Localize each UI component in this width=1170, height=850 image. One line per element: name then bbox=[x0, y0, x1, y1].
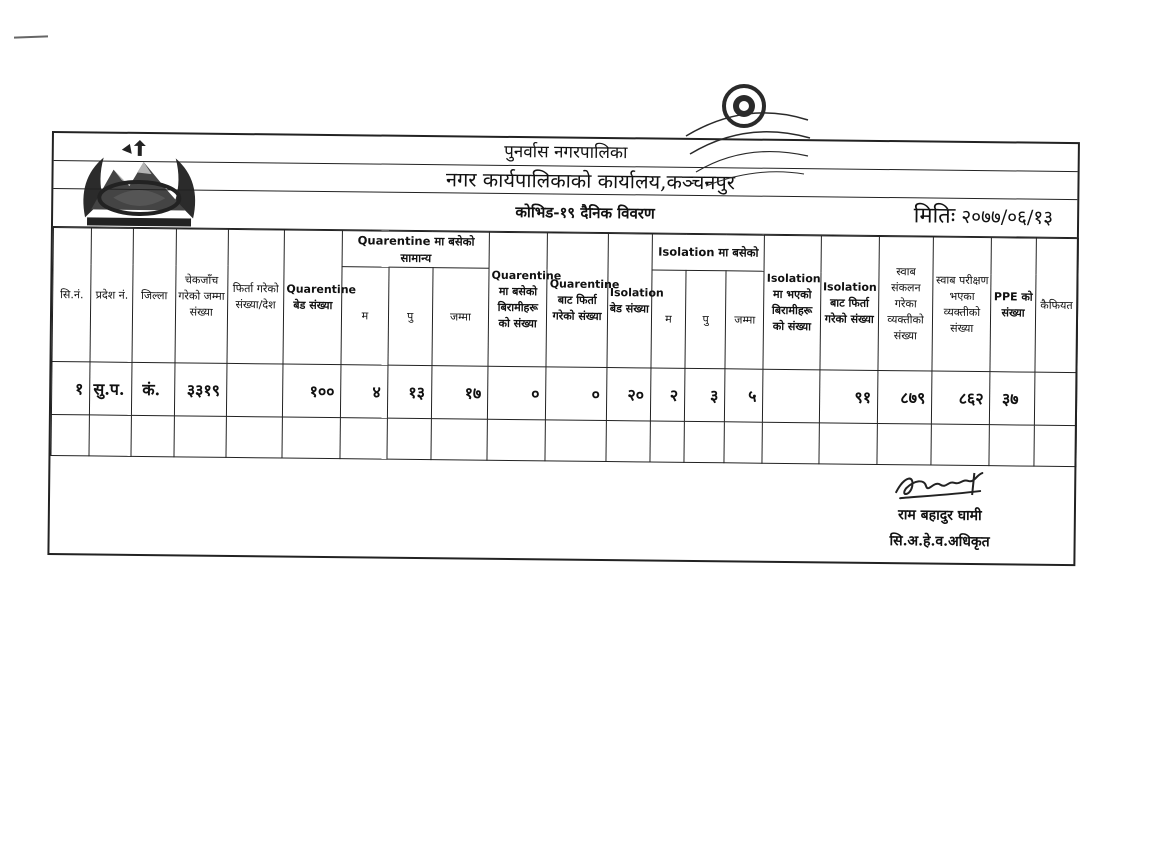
col-isolation-returned: Isolation बाट फिर्ता गरेको संख्या bbox=[820, 236, 880, 371]
col-district: जिल्ला bbox=[132, 228, 176, 363]
col-ppe: PPE को संख्या bbox=[990, 238, 1036, 373]
cell-remarks bbox=[1034, 372, 1077, 425]
cell-swab-collected: ८७९ bbox=[877, 371, 932, 425]
cell-isolation-female: २ bbox=[650, 368, 685, 421]
col-quarantine-male: पु bbox=[388, 267, 433, 365]
cell-sn: १ bbox=[51, 362, 90, 415]
cell-province: सु.प. bbox=[90, 362, 133, 415]
col-province: प्रदेश नं. bbox=[90, 228, 134, 363]
col-swab-tested: स्वाब परीक्षण भएका व्यक्तीको संख्या bbox=[932, 237, 992, 372]
report-title: कोभिड-१९ दैनिक विवरण bbox=[515, 203, 655, 223]
date-label: मितिः bbox=[913, 203, 956, 229]
cell-district: कं. bbox=[132, 363, 175, 416]
scan-mark bbox=[14, 35, 48, 38]
group-isolation: Isolation मा बसेको bbox=[652, 234, 765, 272]
cell-isolation-male: ३ bbox=[684, 369, 725, 422]
cell-quarantine-sick: ० bbox=[487, 367, 546, 421]
cell-isolation-sick bbox=[763, 370, 820, 424]
signatory-title: सि.अ.हे.व.अधिकृत bbox=[889, 533, 990, 551]
cell-isolation-total: ५ bbox=[725, 369, 764, 422]
cell-returned bbox=[226, 364, 283, 418]
cell-swab-tested: ८६२ bbox=[932, 371, 991, 425]
col-checked: चेकजाँच गरेको जम्मा संख्या bbox=[175, 229, 229, 364]
official-stamp-icon bbox=[676, 80, 816, 200]
col-sn: सि.नं. bbox=[52, 228, 92, 363]
col-isolation-beds: Isolation बेड संख्या bbox=[607, 234, 653, 369]
col-quarantine-returned: Quarentine बाट फिर्ता गरेको संख्या bbox=[546, 233, 608, 368]
report-date bbox=[913, 198, 1053, 236]
office-title: नगर कार्यपालिकाको कार्यालय,कञ्चनपुर bbox=[53, 161, 1077, 200]
covid-report-table bbox=[50, 227, 1078, 467]
cell-quarantine-female: ४ bbox=[341, 365, 388, 418]
cell-isolation-returned: ९१ bbox=[819, 370, 878, 424]
col-quarantine-total: जम्मा bbox=[432, 268, 489, 367]
cell-ppe: ३७ bbox=[990, 372, 1035, 425]
col-isolation-male: पु bbox=[685, 271, 726, 369]
col-remarks: कैफियत bbox=[1035, 238, 1079, 373]
cell-quarantine-male: १३ bbox=[387, 365, 432, 418]
report-sheet bbox=[47, 131, 1080, 566]
signatory-name: राम बहादुर घामी bbox=[898, 507, 982, 525]
date-value: २०७७/०६/१३ bbox=[961, 205, 1054, 229]
col-quarantine-beds: Quarentine बेड संख्या bbox=[283, 230, 343, 365]
cell-quarantine-returned: ० bbox=[546, 367, 607, 421]
col-isolation-female: म bbox=[651, 270, 686, 368]
col-returned: फिर्ता गरेको संख्या/देश bbox=[227, 229, 285, 364]
signature-scribble-icon bbox=[890, 468, 990, 503]
municipality-title: पुनर्वास नगरपालिका bbox=[54, 133, 1078, 172]
cell-quarantine-beds: १०० bbox=[283, 364, 342, 418]
col-swab-collected: स्वाब संकलन गरेका व्यक्तीको संख्या bbox=[878, 236, 934, 371]
signature-block bbox=[869, 468, 1010, 556]
cell-checked: ३३१९ bbox=[174, 363, 227, 417]
col-isolation-sick: Isolation मा भएको बिरामीहरू को संख्या bbox=[763, 235, 821, 370]
col-quarantine-sick: Quarentine मा बसेको बिरामीहरू को संख्या bbox=[488, 232, 548, 367]
col-isolation-total: जम्मा bbox=[725, 271, 764, 369]
cell-isolation-beds: २० bbox=[606, 368, 651, 421]
col-quarantine-female: म bbox=[341, 267, 388, 365]
cell-quarantine-total: १७ bbox=[431, 366, 488, 420]
group-quarantine: Quarentine मा बसेको सामान्य bbox=[342, 231, 489, 269]
